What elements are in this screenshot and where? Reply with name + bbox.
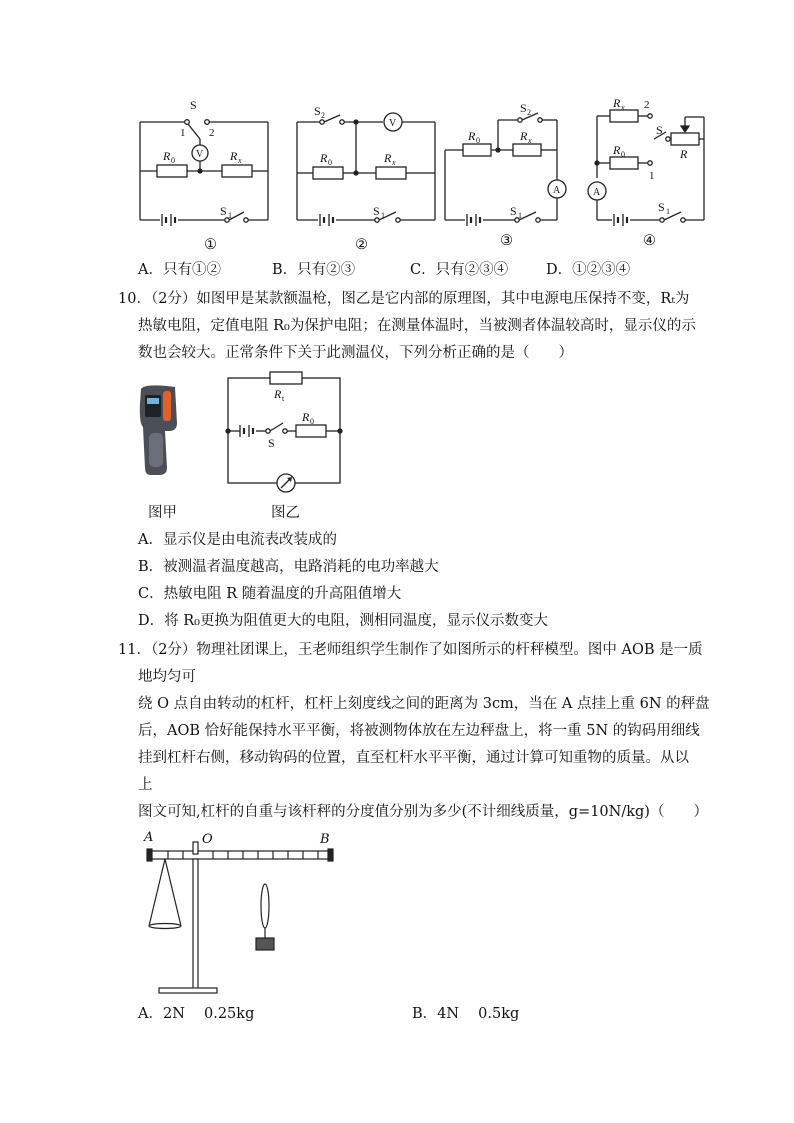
q11-stem-line-2: 地均匀可 (138, 669, 196, 685)
svg-text:R: R (230, 149, 238, 163)
svg-text:S: S (220, 204, 227, 218)
svg-text:0: 0 (171, 156, 175, 165)
q10-fig-yi-caption: 图乙 (271, 505, 300, 521)
q9-option-a[interactable]: A．只有①② (138, 262, 221, 278)
q10-fig-jia-caption: 图甲 (148, 505, 177, 521)
svg-text:R: R (274, 387, 282, 401)
svg-text:x: x (621, 103, 625, 112)
svg-text:V: V (196, 149, 204, 160)
svg-text:2: 2 (644, 99, 650, 111)
q11-stem-line-4: 后，AOB 恰好能保持水平平衡，将被测物体放在左边秤盘上，将一重 5N 的钩码用细线 (138, 723, 700, 739)
svg-text:S: S (314, 104, 321, 118)
q10-option-a[interactable]: A．显示仪是由电流表改装成的 (138, 532, 337, 548)
svg-text:1: 1 (649, 170, 655, 182)
svg-text:2: 2 (209, 127, 215, 139)
svg-text:A: A (593, 187, 601, 198)
svg-text:2: 2 (527, 108, 531, 117)
q10-option-b[interactable]: B．被测温者温度越高，电路消耗的电功率越大 (138, 559, 439, 575)
q11-lever-diagram (135, 826, 345, 998)
svg-text:1: 1 (180, 127, 186, 139)
svg-text:2: 2 (321, 111, 325, 120)
q10-option-d[interactable]: D．将 R₀更换为阻值更大的电阻，测相同温度，显示仪示数变大 (138, 613, 548, 629)
svg-text:S: S (656, 123, 663, 137)
q9-circuit-figures (130, 95, 720, 260)
svg-text:0: 0 (328, 158, 332, 167)
q11-stem-line-3: 绕 O 点自由转动的杠杆，杠杆上刻度线之间的距离为 3cm，当在 A 点挂上重 6N 的秤盘 (138, 696, 710, 712)
svg-text:R: R (613, 143, 621, 157)
svg-text:R: R (680, 147, 688, 161)
circuit-2 (297, 113, 435, 226)
q10-stem-line-1: 10．（2分）如图甲是某款额温枪，图乙是它内部的原理图，其中电源电压保持不变，Rₜ为 (118, 291, 690, 307)
svg-text:1: 1 (518, 211, 522, 220)
q9-fig-label-4: ④ (643, 233, 656, 249)
q11-label-o: O (202, 832, 213, 847)
q11-option-a[interactable]: A．2N 0.25kg (138, 1006, 255, 1022)
q9-option-b[interactable]: B．只有②③ (272, 262, 356, 278)
q11-stem-line-5: 挂到杠杆右侧，移动钩码的位置，直至杠杆水平平衡，通过计算可知重物的质量。从以 (138, 750, 689, 766)
q11-stem-line-6: 上 (138, 777, 153, 793)
q10-stem-line-3: 数也会较大。正常条件下关于此测温仪，下列分析正确的是（ ） (138, 345, 573, 361)
svg-text:S: S (520, 101, 527, 115)
svg-text:t: t (282, 394, 285, 403)
svg-text:0: 0 (621, 150, 625, 159)
q11-stem-line-7: 图文可知,杠杆的自重与该杆秤的分度值分别为多少(不计细线质量，g=10N/kg)（ ） (138, 804, 708, 820)
q9-option-c[interactable]: C．只有②③④ (410, 262, 509, 278)
svg-text:S: S (268, 436, 275, 450)
svg-text:R: R (320, 151, 328, 165)
svg-text:x: x (528, 136, 532, 145)
circuit-3 (445, 113, 566, 226)
svg-text:R: R (520, 129, 528, 143)
q9-fig-label-1: ① (204, 237, 217, 253)
svg-text:S: S (190, 98, 197, 112)
q10-stem-line-2: 热敏电阻，定值电阻 R₀为保护电阻；在测量体温时，当被测者体温较高时，显示仪的示 (138, 318, 696, 334)
svg-text:R: R (302, 410, 310, 424)
svg-text:V: V (389, 118, 397, 129)
q10-option-c[interactable]: C．热敏电阻 R 随着温度的升高阻值增大 (138, 586, 402, 602)
svg-text:S: S (658, 200, 665, 214)
svg-text:A: A (553, 185, 561, 196)
q9-fig-label-2: ② (355, 237, 368, 253)
svg-text:0: 0 (310, 417, 314, 426)
svg-text:x: x (238, 156, 242, 165)
q9-fig-label-3: ③ (500, 233, 513, 249)
q11-label-b: B (320, 832, 330, 847)
svg-text:R: R (384, 151, 392, 165)
q11-label-a: A (144, 830, 154, 845)
q9-option-d[interactable]: D．①②③④ (546, 262, 631, 278)
svg-text:R: R (613, 96, 621, 110)
svg-text:S: S (373, 204, 380, 218)
q11-stem-line-1: 11．（2分）物理社团课上，王老师组织学生制作了如图所示的杆秤模型。图中 AOB 是一质 (118, 642, 703, 658)
svg-text:x: x (392, 158, 396, 167)
svg-text:1: 1 (381, 211, 385, 220)
thermometer-gun-image (135, 383, 185, 478)
q10-circuit-diagram (220, 368, 350, 496)
svg-text:1: 1 (228, 211, 232, 220)
svg-text:R: R (468, 129, 476, 143)
q11-option-b[interactable]: B．4N 0.5kg (412, 1006, 520, 1022)
svg-text:0: 0 (476, 136, 480, 145)
circuit-4 (588, 110, 704, 226)
svg-text:1: 1 (666, 207, 670, 216)
svg-text:R: R (163, 149, 171, 163)
svg-text:S: S (510, 204, 517, 218)
circuit-1 (140, 120, 268, 226)
